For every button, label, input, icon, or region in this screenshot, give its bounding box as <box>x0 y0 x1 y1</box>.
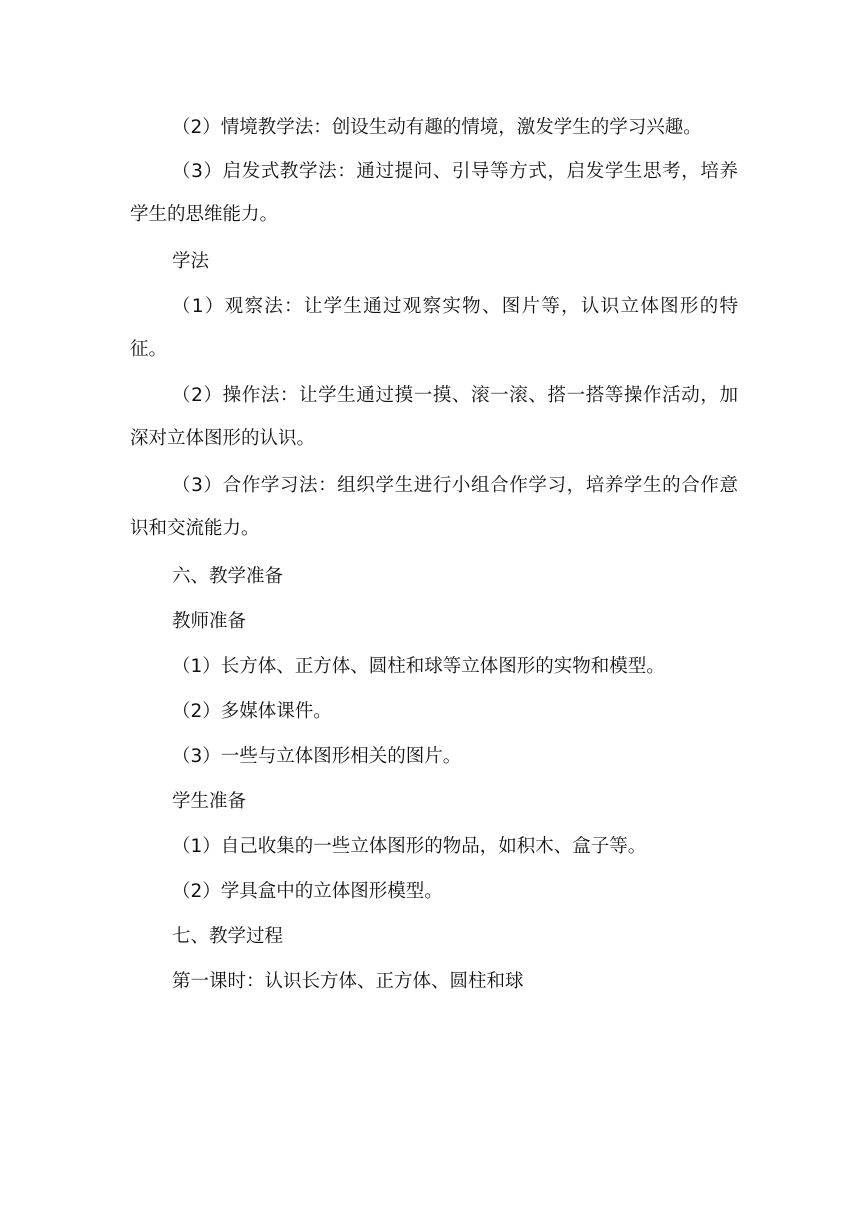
heading-learning-methods: 学法 <box>172 251 210 272</box>
list-item-teacher-models: （1）长方体、正方体、圆柱和球等立体图形的实物和模型。 <box>172 656 665 677</box>
heading-teaching-process: 七、教学过程 <box>172 926 284 947</box>
paragraph-operation-method: （2）操作法：让学生通过摸一摸、滚一滚、搭一搭等操作活动，加深对立体图形的认识。 <box>130 385 738 449</box>
paragraph-observation-method: （1）观察法：让学生通过观察实物、图片等，认识立体图形的特征。 <box>130 296 738 360</box>
paragraph-situational-method: （2）情境教学法：创设生动有趣的情境，激发学生的学习兴趣。 <box>172 117 702 138</box>
list-item-student-objects: （1）自己收集的一些立体图形的物品，如积木、盒子等。 <box>172 836 647 857</box>
paragraph-cooperative-method: （3）合作学习法：组织学生进行小组合作学习，培养学生的合作意识和交流能力。 <box>130 475 738 539</box>
list-item-teacher-courseware: （2）多媒体课件。 <box>172 701 332 722</box>
heading-teaching-preparation: 六、教学准备 <box>172 566 284 587</box>
list-item-student-models: （2）学具盒中的立体图形模型。 <box>172 881 443 902</box>
paragraph-heuristic-method: （3）启发式教学法：通过提问、引导等方式，启发学生思考，培养学生的思维能力。 <box>130 161 738 225</box>
heading-first-lesson: 第一课时：认识长方体、正方体、圆柱和球 <box>172 971 524 992</box>
heading-teacher-preparation: 教师准备 <box>172 611 247 632</box>
heading-student-preparation: 学生准备 <box>172 791 247 812</box>
list-item-teacher-pictures: （3）一些与立体图形相关的图片。 <box>172 746 462 767</box>
